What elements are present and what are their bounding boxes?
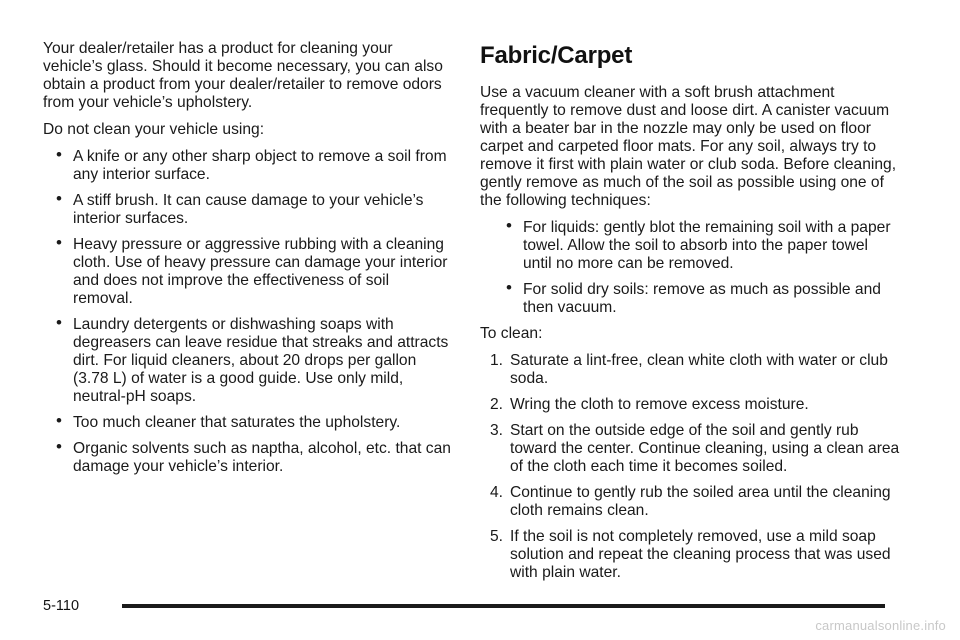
step-number: 4. [490,484,504,501]
list-item: • A stiff brush. It can cause damage to your vehicle’s interior surfaces. [43,192,453,228]
step-text: Continue to gently rub the soiled area until the cleaning cloth remains clean. [510,484,891,519]
step-item [490,396,900,414]
step-item [490,484,900,520]
list-item: • Heavy pressure or aggressive rubbing with a cleaning cloth. Use of heavy pressure can damage your interior and does not improve the effectiveness of soil removal. [43,236,453,308]
page-number: 5-110 [43,598,80,614]
step-item [490,422,900,476]
cleaning-steps [480,352,900,582]
to-clean-label: To clean: [480,325,543,342]
right-column [480,40,900,590]
fabric-intro-paragraph: Use a vacuum cleaner with a soft brush attachment frequently to remove dust and loose dirt. A canister vacuum with a beater bar in the nozzle may only be used on floor carpet and carpeted floor mats. For any soil, always try to remove it first with plain water or club soda. Before cleaning, gently remove as much of the soil as possible using one of the following techniques: [480,84,897,209]
intro-paragraph: Your dealer/retailer has a product for cleaning your vehicle’s glass. Should it become necessary, you can also obtain a product from your dealer/retailer to remove odors from your vehicle’s upholstery. [43,40,443,111]
do-not-clean-list [43,148,453,476]
list-item: • A knife or any other sharp object to remove a soil from any interior surface. [43,148,453,184]
step-number: 5. [490,528,504,545]
list-item: • Too much cleaner that saturates the upholstery. [43,414,453,432]
step-item [490,528,900,582]
list-item: • Laundry detergents or dishwashing soaps with degreasers can leave residue that streaks and attracts dirt. For liquid cleaners, about 20 drops per gallon (3.78 L) of water is a good guide. Use only mild, neutral-pH soaps. [43,316,453,406]
list-item: • For solid dry soils: remove as much as possible and then vacuum. [493,281,900,317]
do-not-clean-lead: Do not clean your vehicle using: [43,121,265,138]
technique-list [493,219,900,317]
section-heading: Fabric/Carpet [480,42,633,69]
step-text: If the soil is not completely removed, use a mild soap solution and repeat the cleaning process that was used with plain water. [510,528,891,581]
step-text: Start on the outside edge of the soil and gently rub toward the center. Continue cleaning, using a clean area of the cloth each time it becomes soiled. [510,422,900,475]
step-text: Wring the cloth to remove excess moisture. [510,396,809,413]
step-number: 3. [490,422,504,439]
step-item [490,352,900,388]
list-item: • Organic solvents such as naptha, alcohol, etc. that can damage your vehicle’s interior. [43,440,453,476]
watermark: carmanualsonline.info [815,618,946,633]
step-number: 2. [490,396,504,413]
list-item: • For liquids: gently blot the remaining soil with a paper towel. Allow the soil to absorb into the paper towel until no more can be removed. [493,219,900,273]
step-number: 1. [490,352,504,369]
footer-rule [122,604,885,608]
step-text: Saturate a lint-free, clean white cloth with water or club soda. [510,352,888,387]
left-column [43,40,453,484]
